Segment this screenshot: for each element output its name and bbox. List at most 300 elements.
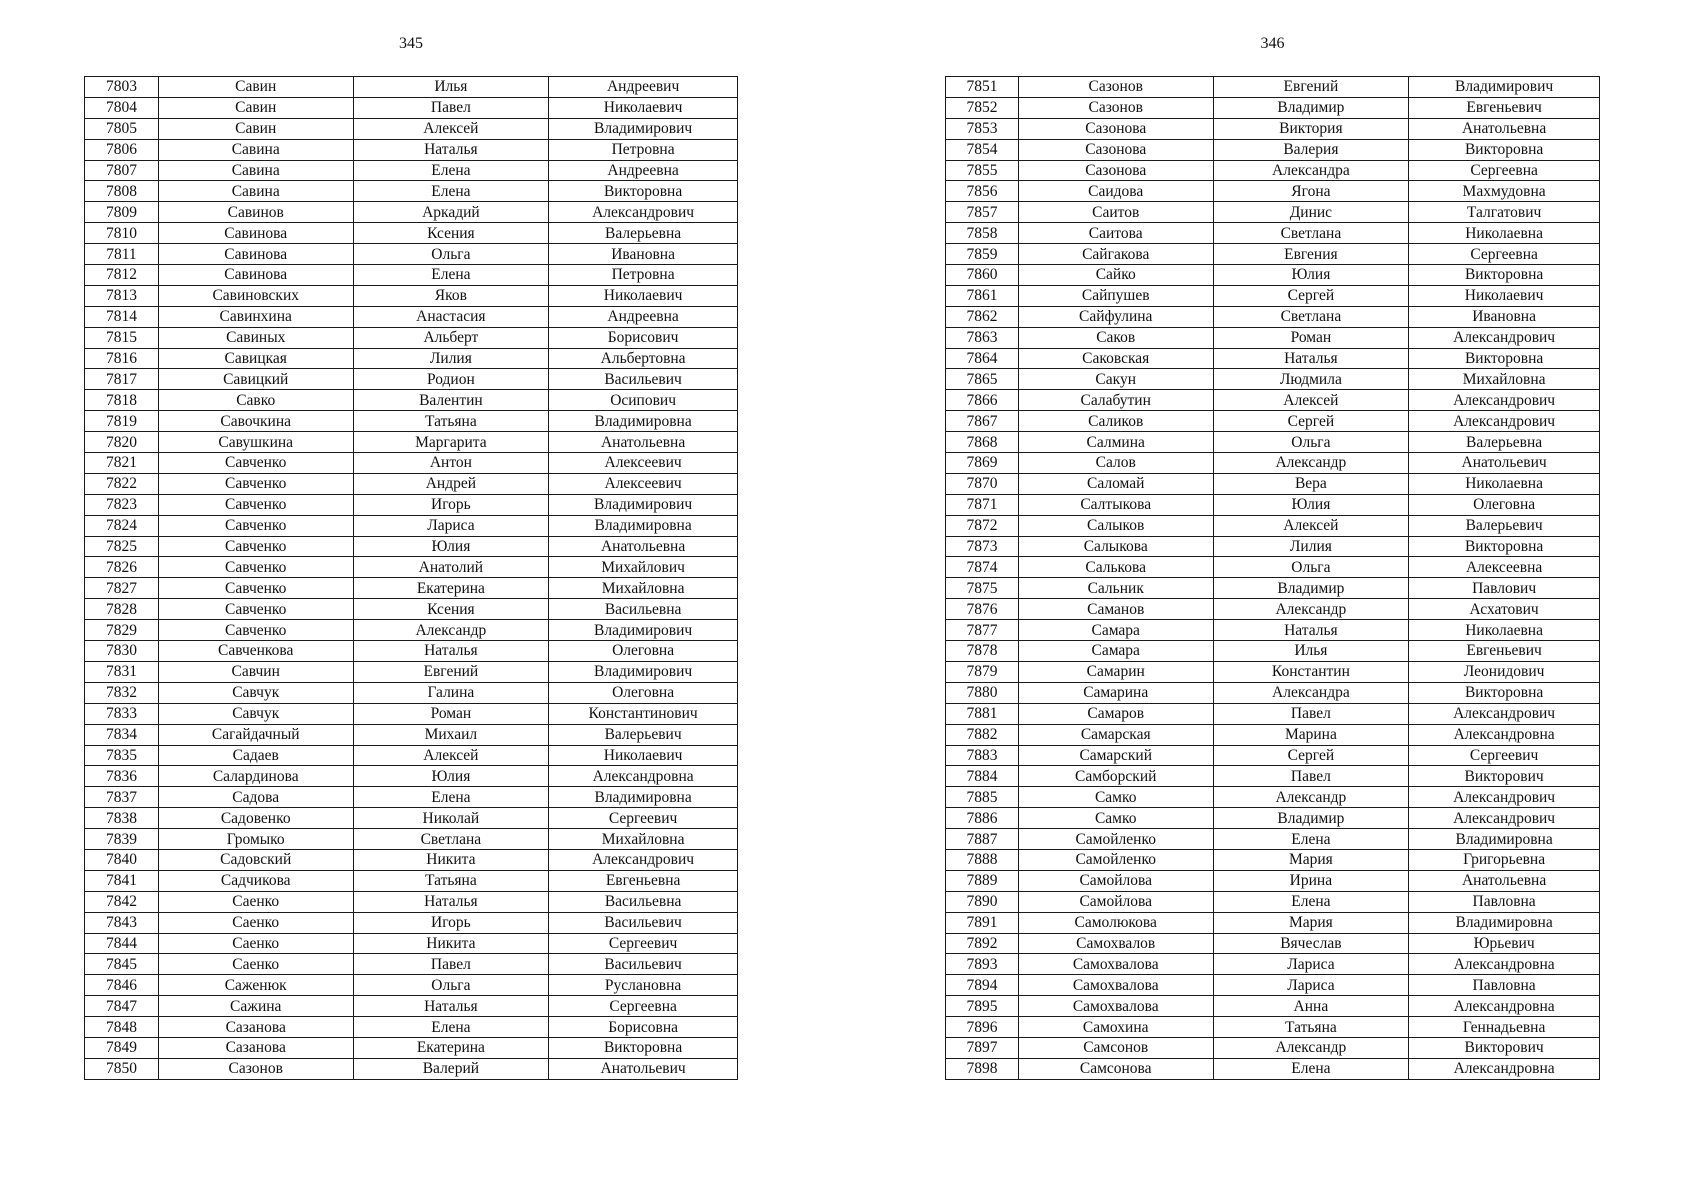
first-name-cell: Елена [353,265,549,286]
record-number-cell: 7874 [946,557,1019,578]
record-number-cell: 7875 [946,578,1019,599]
patronymic-cell: Александровна [1409,996,1600,1017]
table-row [946,745,1600,766]
last-name-cell: Савинова [158,244,353,265]
record-number-cell: 7859 [946,244,1019,265]
record-number-cell: 7854 [946,139,1019,160]
last-name-cell: Саковская [1018,348,1213,369]
record-number-cell: 7819 [85,411,159,432]
table-row [85,411,738,432]
table-row [85,599,738,620]
first-name-cell: Александр [1213,453,1409,474]
first-name-cell: Ирина [1213,870,1409,891]
record-number-cell: 7868 [946,432,1019,453]
table-row [85,578,738,599]
first-name-cell: Александр [353,620,549,641]
last-name-cell: Садовский [158,849,353,870]
table-row [946,265,1600,286]
first-name-cell: Роман [353,703,549,724]
patronymic-cell: Викторовна [1409,265,1600,286]
patronymic-cell: Викторовна [1409,682,1600,703]
table-row [946,1058,1600,1079]
record-number-cell: 7870 [946,473,1019,494]
table-row [85,515,738,536]
last-name-cell: Савинов [158,202,353,223]
first-name-cell: Людмила [1213,369,1409,390]
last-name-cell: Самарин [1018,661,1213,682]
first-name-cell: Ольга [1213,557,1409,578]
last-name-cell: Савчин [158,661,353,682]
table-row [85,348,738,369]
patronymic-cell: Павлович [1409,578,1600,599]
last-name-cell: Савина [158,160,353,181]
first-name-cell: Никита [353,933,549,954]
record-number-cell: 7867 [946,411,1019,432]
record-number-cell: 7881 [946,703,1019,724]
record-number-cell: 7831 [85,661,159,682]
patronymic-cell: Сергеевич [1409,745,1600,766]
patronymic-cell: Алексеевна [1409,557,1600,578]
table-row [85,954,738,975]
record-number-cell: 7869 [946,453,1019,474]
first-name-cell: Антон [353,453,549,474]
first-name-cell: Павел [353,97,549,118]
table-row [946,139,1600,160]
first-name-cell: Анна [1213,996,1409,1017]
record-number-cell: 7812 [85,265,159,286]
record-number-cell: 7820 [85,432,159,453]
record-number-cell: 7810 [85,223,159,244]
last-name-cell: Сайфулина [1018,306,1213,327]
patronymic-cell: Николаевич [1409,285,1600,306]
table-row [946,515,1600,536]
table-row [85,933,738,954]
last-name-cell: Сажина [158,996,353,1017]
patronymic-cell: Олеговна [549,682,738,703]
table-row [85,766,738,787]
table-row [946,661,1600,682]
patronymic-cell: Валерьевна [1409,432,1600,453]
first-name-cell: Александра [1213,682,1409,703]
table-row [946,118,1600,139]
first-name-cell: Владимир [1213,578,1409,599]
record-number-cell: 7828 [85,599,159,620]
last-name-cell: Сазонов [1018,97,1213,118]
table-row [85,139,738,160]
record-number-cell: 7897 [946,1037,1019,1058]
last-name-cell: Савочкина [158,411,353,432]
record-number-cell: 7830 [85,641,159,662]
patronymic-cell: Александровна [1409,954,1600,975]
first-name-cell: Никита [353,849,549,870]
table-row [85,1017,738,1038]
record-number-cell: 7857 [946,202,1019,223]
table-row [85,849,738,870]
record-number-cell: 7884 [946,766,1019,787]
last-name-cell: Салыков [1018,515,1213,536]
first-name-cell: Анатолий [353,557,549,578]
patronymic-cell: Викторовна [1409,348,1600,369]
record-number-cell: 7808 [85,181,159,202]
table-row [85,787,738,808]
last-name-cell: Самолюкова [1018,912,1213,933]
last-name-cell: Савчук [158,682,353,703]
first-name-cell: Лариса [1213,975,1409,996]
patronymic-cell: Владимирович [549,661,738,682]
patronymic-cell: Николаевна [1409,223,1600,244]
patronymic-cell: Анатольевна [1409,870,1600,891]
table-row [85,473,738,494]
patronymic-cell: Павловна [1409,891,1600,912]
record-number-cell: 7809 [85,202,159,223]
first-name-cell: Юлия [1213,494,1409,515]
record-number-cell: 7832 [85,682,159,703]
patronymic-cell: Александровна [549,766,738,787]
first-name-cell: Павел [1213,703,1409,724]
table-row [946,703,1600,724]
record-number-cell: 7846 [85,975,159,996]
table-row [85,557,738,578]
table-row [946,411,1600,432]
table-row [946,870,1600,891]
table-row [946,682,1600,703]
patronymic-cell: Михайловна [549,578,738,599]
last-name-cell: Самко [1018,808,1213,829]
last-name-cell: Сазонов [158,1058,353,1079]
table-row [85,808,738,829]
table-row [85,661,738,682]
last-name-cell: Саманов [1018,599,1213,620]
record-number-cell: 7876 [946,599,1019,620]
patronymic-cell: Владимировна [549,515,738,536]
last-name-cell: Самарская [1018,724,1213,745]
table-row [946,787,1600,808]
record-number-cell: 7825 [85,536,159,557]
table-row [85,244,738,265]
last-name-cell: Сазанова [158,1017,353,1038]
first-name-cell: Роман [1213,327,1409,348]
table-row [946,891,1600,912]
patronymic-cell: Анатольевна [549,536,738,557]
table-row [946,390,1600,411]
first-name-cell: Елена [1213,891,1409,912]
first-name-cell: Светлана [353,829,549,850]
last-name-cell: Савко [158,390,353,411]
last-name-cell: Савченко [158,473,353,494]
record-number-cell: 7804 [85,97,159,118]
last-name-cell: Савченко [158,453,353,474]
page-number: 346 [1260,35,1285,52]
patronymic-cell: Анатольевна [549,432,738,453]
table-row [85,223,738,244]
record-number-cell: 7848 [85,1017,159,1038]
table-row [85,536,738,557]
patronymic-cell: Александрович [1409,411,1600,432]
last-name-cell: Самборский [1018,766,1213,787]
first-name-cell: Алексей [1213,390,1409,411]
patronymic-cell: Викторовна [1409,536,1600,557]
record-number-cell: 7829 [85,620,159,641]
table-row [946,369,1600,390]
last-name-cell: Савчук [158,703,353,724]
record-number-cell: 7880 [946,682,1019,703]
table-row [85,285,738,306]
patronymic-cell: Николаевич [549,97,738,118]
table-row [946,766,1600,787]
patronymic-cell: Евгеньевич [1409,97,1600,118]
first-name-cell: Ксения [353,599,549,620]
record-number-cell: 7850 [85,1058,159,1079]
first-name-cell: Елена [353,160,549,181]
record-number-cell: 7872 [946,515,1019,536]
patronymic-cell: Евгеньевич [1409,641,1600,662]
patronymic-cell: Александрович [1409,808,1600,829]
record-number-cell: 7878 [946,641,1019,662]
record-number-cell: 7862 [946,306,1019,327]
last-name-cell: Саенко [158,954,353,975]
first-name-cell: Вячеслав [1213,933,1409,954]
last-name-cell: Самарский [1018,745,1213,766]
first-name-cell: Александра [1213,160,1409,181]
first-name-cell: Лилия [353,348,549,369]
table-row [946,829,1600,850]
last-name-cell: Салабутин [1018,390,1213,411]
first-name-cell: Наталья [353,891,549,912]
table-row [946,77,1600,98]
first-name-cell: Лариса [353,515,549,536]
first-name-cell: Павел [1213,766,1409,787]
record-number-cell: 7852 [946,97,1019,118]
table-row [85,641,738,662]
patronymic-cell: Васильевич [549,369,738,390]
table-row [946,494,1600,515]
last-name-cell: Савин [158,97,353,118]
first-name-cell: Наталья [353,139,549,160]
patronymic-cell: Ивановна [549,244,738,265]
record-number-cell: 7824 [85,515,159,536]
last-name-cell: Самохвалова [1018,996,1213,1017]
first-name-cell: Валерий [353,1058,549,1079]
first-name-cell: Родион [353,369,549,390]
last-name-cell: Салькова [1018,557,1213,578]
last-name-cell: Самохвалова [1018,975,1213,996]
last-name-cell: Савин [158,118,353,139]
table-row [946,202,1600,223]
first-name-cell: Екатерина [353,1037,549,1058]
record-number-cell: 7883 [946,745,1019,766]
last-name-cell: Савченко [158,494,353,515]
patronymic-cell: Леонидович [1409,661,1600,682]
record-number-cell: 7886 [946,808,1019,829]
register-table [84,76,738,1080]
patronymic-cell: Ивановна [1409,306,1600,327]
record-number-cell: 7889 [946,870,1019,891]
table-row [946,473,1600,494]
record-number-cell: 7853 [946,118,1019,139]
last-name-cell: Саженюк [158,975,353,996]
record-number-cell: 7815 [85,327,159,348]
patronymic-cell: Михайловна [1409,369,1600,390]
table-row [946,641,1600,662]
first-name-cell: Елена [353,1017,549,1038]
table-row [946,327,1600,348]
record-number-cell: 7833 [85,703,159,724]
record-number-cell: 7865 [946,369,1019,390]
patronymic-cell: Николаевич [549,745,738,766]
first-name-cell: Николай [353,808,549,829]
table-row [85,97,738,118]
patronymic-cell: Петровна [549,265,738,286]
first-name-cell: Игорь [353,912,549,933]
table-row [946,912,1600,933]
first-name-cell: Александр [1213,1037,1409,1058]
table-row [946,285,1600,306]
record-number-cell: 7836 [85,766,159,787]
patronymic-cell: Анатольевич [549,1058,738,1079]
last-name-cell: Садчикова [158,870,353,891]
table-row [85,453,738,474]
first-name-cell: Татьяна [1213,1017,1409,1038]
record-number-cell: 7858 [946,223,1019,244]
record-number-cell: 7877 [946,620,1019,641]
first-name-cell: Валерия [1213,139,1409,160]
last-name-cell: Савченко [158,620,353,641]
patronymic-cell: Владимировна [549,787,738,808]
table-row [946,160,1600,181]
table-row [85,306,738,327]
first-name-cell: Аркадий [353,202,549,223]
last-name-cell: Самара [1018,641,1213,662]
record-number-cell: 7896 [946,1017,1019,1038]
last-name-cell: Сазонова [1018,139,1213,160]
patronymic-cell: Геннадьевна [1409,1017,1600,1038]
patronymic-cell: Сергеевна [1409,160,1600,181]
patronymic-cell: Сергеевич [549,933,738,954]
last-name-cell: Самойлова [1018,891,1213,912]
patronymic-cell: Петровна [549,139,738,160]
table-row [946,181,1600,202]
table-row [946,1017,1600,1038]
patronymic-cell: Николаевна [1409,473,1600,494]
table-row [85,494,738,515]
first-name-cell: Александр [1213,787,1409,808]
record-number-cell: 7826 [85,557,159,578]
last-name-cell: Сайгакова [1018,244,1213,265]
patronymic-cell: Талгатович [1409,202,1600,223]
last-name-cell: Савченко [158,536,353,557]
record-number-cell: 7834 [85,724,159,745]
first-name-cell: Ольга [353,244,549,265]
first-name-cell: Сергей [1213,745,1409,766]
register-table [945,76,1600,1080]
table-row [946,453,1600,474]
patronymic-cell: Викторович [1409,766,1600,787]
table-row [946,849,1600,870]
patronymic-cell: Алексеевич [549,453,738,474]
table-row [946,954,1600,975]
table-row [946,536,1600,557]
last-name-cell: Сазонова [1018,118,1213,139]
table-row [946,348,1600,369]
table-row [85,181,738,202]
table-row [946,808,1600,829]
first-name-cell: Наталья [353,641,549,662]
first-name-cell: Юлия [1213,265,1409,286]
first-name-cell: Мария [1213,912,1409,933]
patronymic-cell: Владимирович [549,620,738,641]
last-name-cell: Самарина [1018,682,1213,703]
last-name-cell: Савченко [158,515,353,536]
last-name-cell: Саидова [1018,181,1213,202]
first-name-cell: Яков [353,285,549,306]
register-table-body [946,77,1600,1080]
first-name-cell: Сергей [1213,285,1409,306]
last-name-cell: Савина [158,181,353,202]
table-row [85,1058,738,1079]
first-name-cell: Алексей [1213,515,1409,536]
table-row [85,265,738,286]
patronymic-cell: Борисовна [549,1017,738,1038]
last-name-cell: Савиновских [158,285,353,306]
first-name-cell: Игорь [353,494,549,515]
last-name-cell: Саенко [158,891,353,912]
patronymic-cell: Александрович [1409,703,1600,724]
table-row [85,891,738,912]
record-number-cell: 7805 [85,118,159,139]
last-name-cell: Громыко [158,829,353,850]
patronymic-cell: Александрович [1409,390,1600,411]
first-name-cell: Юлия [353,536,549,557]
patronymic-cell: Олеговна [1409,494,1600,515]
last-name-cell: Савченко [158,557,353,578]
record-number-cell: 7895 [946,996,1019,1017]
last-name-cell: Савинова [158,223,353,244]
patronymic-cell: Александрович [1409,327,1600,348]
last-name-cell: Саенко [158,912,353,933]
table-row [85,996,738,1017]
last-name-cell: Сазанова [158,1037,353,1058]
record-number-cell: 7898 [946,1058,1019,1079]
record-number-cell: 7851 [946,77,1019,98]
register-table-body [85,77,738,1080]
table-row [946,306,1600,327]
patronymic-cell: Андреевна [549,306,738,327]
first-name-cell: Светлана [1213,223,1409,244]
table-row [946,1037,1600,1058]
patronymic-cell: Михайловна [549,829,738,850]
record-number-cell: 7887 [946,829,1019,850]
record-number-cell: 7813 [85,285,159,306]
first-name-cell: Ксения [353,223,549,244]
patronymic-cell: Викторович [1409,1037,1600,1058]
record-number-cell: 7893 [946,954,1019,975]
first-name-cell: Елена [1213,829,1409,850]
first-name-cell: Елена [1213,1058,1409,1079]
record-number-cell: 7863 [946,327,1019,348]
first-name-cell: Галина [353,682,549,703]
table-row [85,327,738,348]
record-number-cell: 7856 [946,181,1019,202]
patronymic-cell: Альбертовна [549,348,738,369]
last-name-cell: Самойлова [1018,870,1213,891]
patronymic-cell: Махмудовна [1409,181,1600,202]
first-name-cell: Андрей [353,473,549,494]
first-name-cell: Альберт [353,327,549,348]
table-row [85,682,738,703]
table-row [85,870,738,891]
table-row [85,202,738,223]
table-row [946,244,1600,265]
